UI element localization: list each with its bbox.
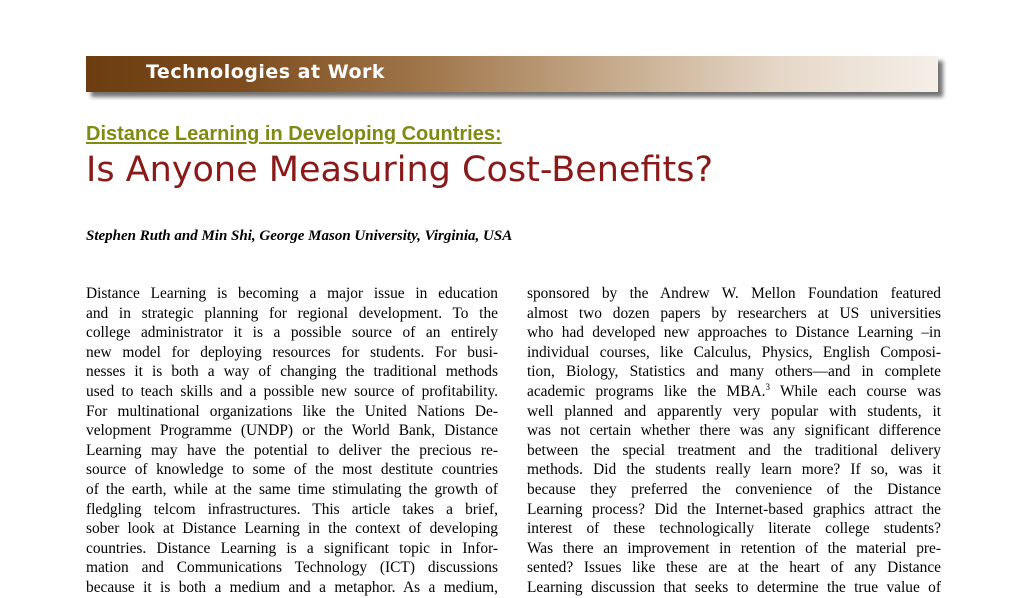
text-line: sented? Issues like these are at the heart of any Distance — [527, 559, 941, 577]
text-line: fledgling telcom infrastructures. This article takes a brief, — [86, 500, 498, 518]
text-line: Learning process? Did the Internet-based graphics attract the — [527, 500, 941, 518]
text-line: velopment Programme (UNDP) or the World Bank, Distance — [86, 422, 498, 440]
text-line: Learning discussion that seeks to determine the true value of — [527, 578, 941, 596]
text-line: because it is both a medium and a metaphor. As a medium, — [86, 578, 498, 596]
text-line: For multinational organizations like the United Nations De- — [86, 402, 498, 420]
footnote-marker: 3 — [765, 381, 770, 392]
section-banner — [86, 56, 938, 92]
text-line: source of knowledge to some of the most destitute countries — [86, 461, 498, 479]
text-line: tion, Biology, Statistics and many others—and in complete — [527, 363, 941, 381]
text-line: new model for deploying resources for students. For busi- — [86, 343, 498, 361]
article-kicker: Distance Learning in Developing Countries: — [86, 123, 502, 145]
text-line: because they preferred the convenience of the Distance — [527, 480, 941, 498]
section-title: Technologies at Work — [146, 61, 386, 83]
left-column — [86, 284, 498, 598]
text-line: who had developed new approaches to Distance Learning –in — [527, 324, 941, 342]
text-line: used to teach skills and a possible new source of profitability. — [86, 382, 498, 400]
text-line: nesses it is both a way of changing the traditional methods — [86, 363, 498, 381]
text-line: individual courses, like Calculus, Physics, English Composi- — [527, 343, 941, 361]
text-line: almost two dozen papers by researchers at US universities — [527, 304, 941, 322]
article-headline: Is Anyone Measuring Cost-Benefits? — [86, 150, 714, 190]
text-line: and in strategic planning for regional development. To the — [86, 304, 498, 322]
text-fragment: While each course was — [769, 382, 941, 400]
text-line: Learning may have the potential to deliver the precious re- — [86, 441, 498, 459]
right-column — [527, 284, 941, 598]
text-line: of the earth, while at the same time stimulating the growth of — [86, 480, 498, 498]
text-line: interest of these technologically literate college students? — [527, 520, 941, 538]
text-line: well planned and apparently very popular with students, it — [527, 402, 941, 420]
text-line: between the special treatment and the traditional delivery — [527, 441, 941, 459]
text-line-with-footnote — [527, 382, 941, 402]
text-line: was not certain whether there was any significant difference — [527, 422, 941, 440]
text-fragment: academic programs like the MBA. — [527, 382, 766, 400]
text-line: Distance Learning is becoming a major issue in education — [86, 285, 498, 302]
text-line: mation and Communications Technology (ICT) discussions — [86, 559, 498, 577]
text-line: Was there an improvement in retention of the material pre- — [527, 539, 941, 557]
text-line: countries. Distance Learning is a significant topic in Infor- — [86, 539, 498, 557]
text-line: college administrator it is a possible source of an entirely — [86, 324, 498, 342]
text-line: methods. Did the students really learn more? If so, was it — [527, 461, 941, 479]
text-line: sober look at Distance Learning in the context of developing — [86, 520, 498, 538]
text-line: sponsored by the Andrew W. Mellon Foundation featured — [527, 285, 941, 302]
article-byline: Stephen Ruth and Min Shi, George Mason University, Virginia, USA — [86, 228, 513, 244]
